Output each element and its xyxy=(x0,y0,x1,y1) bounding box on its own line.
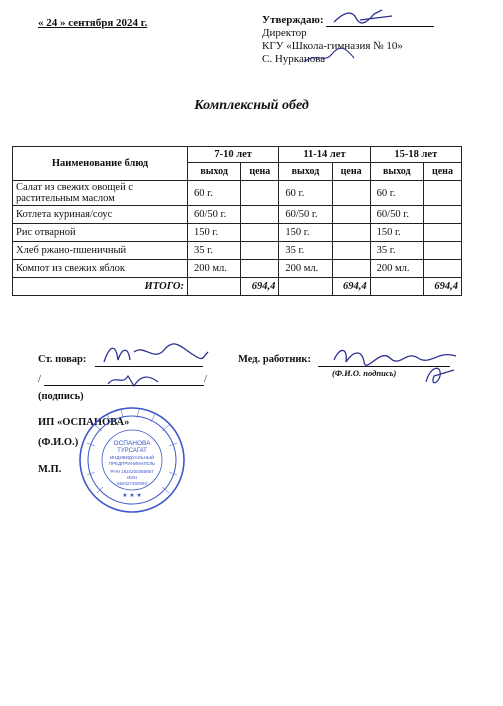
document-date: « 24 » сентября 2024 г. xyxy=(38,17,148,29)
cook-name-line xyxy=(44,385,204,386)
stamp-sub: ТУРСАГАТ xyxy=(117,448,147,454)
med-signature xyxy=(330,340,470,390)
cook-slash-right: / xyxy=(204,374,207,385)
med-signature-line xyxy=(318,366,450,367)
stamp-stars: ★ ★ ★ xyxy=(122,493,142,499)
group-11-14: 11-14 лет xyxy=(279,147,370,163)
dish-output: 60 г. xyxy=(188,181,241,206)
sub-price: цена xyxy=(332,163,370,181)
sub-output: выход xyxy=(279,163,332,181)
approver-name: С. Нурканова xyxy=(262,53,326,65)
approval-signature-line xyxy=(326,16,434,27)
mp-caption: М.П. xyxy=(38,464,62,475)
table-row xyxy=(13,260,462,278)
group-7-10: 7-10 лет xyxy=(188,147,279,163)
dish-output: 200 мл. xyxy=(188,260,241,278)
stamp-line3: ИНДИВИДУАЛЬНЫЙ xyxy=(109,455,155,460)
dish-output: 150 г. xyxy=(279,224,332,242)
dish-name: Салат из свежих овощей с растительным маслом xyxy=(13,181,188,206)
dish-price xyxy=(332,206,370,224)
cook-label: Ст. повар: xyxy=(38,354,87,365)
menu-table xyxy=(12,146,462,296)
sub-price: цена xyxy=(241,163,279,181)
dish-output: 35 г. xyxy=(188,242,241,260)
sub-output: выход xyxy=(188,163,241,181)
total-value: 694,4 xyxy=(241,278,279,296)
total-empty xyxy=(279,278,332,296)
dish-price xyxy=(241,242,279,260)
total-value: 694,4 xyxy=(423,278,461,296)
stamp-name: ОСПАНОВА xyxy=(113,440,151,447)
approver-organization: КГУ «Школа-гимназия № 10» xyxy=(262,40,403,52)
dish-output: 60/50 г. xyxy=(370,206,423,224)
approval-line xyxy=(262,14,434,27)
total-empty xyxy=(188,278,241,296)
stamp-line4: ПРЕДПРИНИМАТЕЛЬ xyxy=(108,461,156,466)
dish-price xyxy=(241,181,279,206)
total-value: 694,4 xyxy=(332,278,370,296)
page-title: Комплексный обед xyxy=(194,98,309,113)
total-row xyxy=(13,278,462,296)
approval-block xyxy=(262,14,434,66)
med-worker-label: Мед. работник: xyxy=(238,354,311,365)
dish-name: Рис отварной xyxy=(13,224,188,242)
dish-output: 60/50 г. xyxy=(188,206,241,224)
col-dish-name: Наименование блюд xyxy=(13,147,188,181)
dish-price xyxy=(241,224,279,242)
dish-output: 150 г. xyxy=(370,224,423,242)
dish-price xyxy=(423,181,461,206)
stamp-iin-label: ИИН xyxy=(127,475,137,480)
dish-output: 200 мл. xyxy=(370,260,423,278)
dish-price xyxy=(332,224,370,242)
table-row xyxy=(13,206,462,224)
total-label: ИТОГО: xyxy=(13,278,188,296)
dish-output: 60/50 г. xyxy=(279,206,332,224)
dish-name: Котлета куриная/соус xyxy=(13,206,188,224)
group-15-18: 15-18 лет xyxy=(370,147,461,163)
med-sub-caption: (Ф.И.О. подпись) xyxy=(332,368,397,378)
dish-output: 200 мл. xyxy=(279,260,332,278)
dish-price xyxy=(423,242,461,260)
dish-output: 150 г. xyxy=(188,224,241,242)
table-row xyxy=(13,242,462,260)
cook-slash-left: / xyxy=(38,374,41,385)
company-name: ИП «ОСПАНОВА» xyxy=(38,417,130,428)
cook-initials xyxy=(104,370,164,390)
dish-price xyxy=(241,260,279,278)
sub-price: цена xyxy=(423,163,461,181)
dish-output: 35 г. xyxy=(279,242,332,260)
dish-output: 60 г. xyxy=(279,181,332,206)
dish-name: Компот из свежих яблок xyxy=(13,260,188,278)
table-row xyxy=(13,224,462,242)
stamp-iin-value: 550427402093 xyxy=(116,481,148,486)
dish-output: 35 г. xyxy=(370,242,423,260)
dish-price xyxy=(332,242,370,260)
dish-price xyxy=(423,260,461,278)
sub-output: выход xyxy=(370,163,423,181)
dish-price xyxy=(423,224,461,242)
dish-output: 60 г. xyxy=(370,181,423,206)
dish-name: Хлеб ржано-пшеничный xyxy=(13,242,188,260)
stamp-rnn: РНН 1924200356657 xyxy=(110,469,154,474)
fio-caption: (Ф.И.О.) xyxy=(38,437,79,448)
table-row xyxy=(13,181,462,206)
company-stamp xyxy=(77,405,187,515)
approver-position: Директор xyxy=(262,27,307,39)
cook-sub-caption: (подпись) xyxy=(38,391,84,402)
dish-price xyxy=(423,206,461,224)
cook-signature-line xyxy=(95,366,203,367)
dish-price xyxy=(332,260,370,278)
total-empty xyxy=(370,278,423,296)
dish-price xyxy=(332,181,370,206)
approval-label: Утверждаю: xyxy=(262,14,324,26)
dish-price xyxy=(241,206,279,224)
